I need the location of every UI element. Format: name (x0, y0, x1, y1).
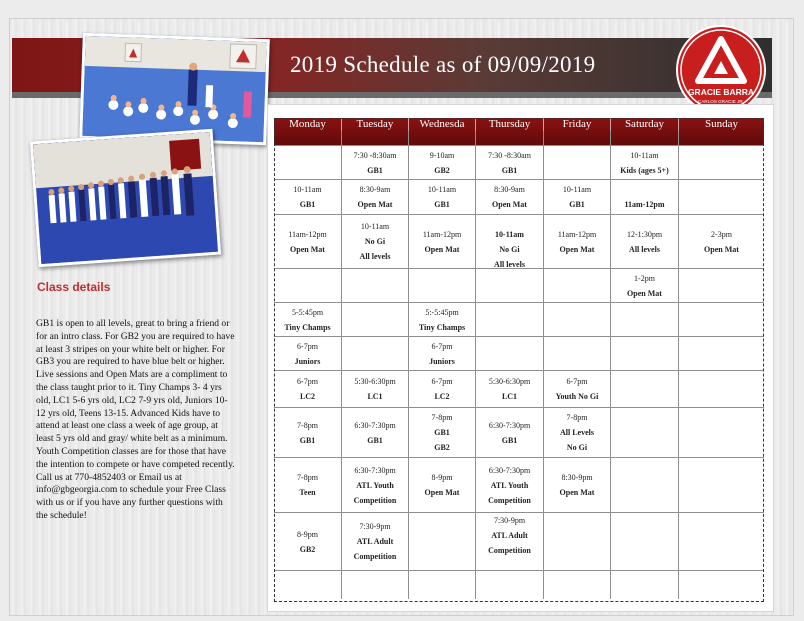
schedule-cell (274, 458, 342, 513)
schedule-cell (679, 571, 764, 599)
schedule-cell (679, 458, 764, 513)
schedule-cell (274, 303, 342, 337)
schedule-cell (342, 458, 409, 513)
class-name: Competition (488, 546, 531, 555)
class-time: 11am-12pm (288, 229, 327, 239)
class-time: 10-11am (562, 185, 592, 194)
class-time: 7-8pm (297, 420, 318, 430)
class-name: Teen (299, 488, 316, 497)
class-time: 6:30-7:30pm (354, 465, 396, 475)
class-name: All Levels (560, 428, 594, 437)
schedule-cell (679, 131, 764, 146)
class-name: Open Mat (559, 244, 595, 254)
class-time: 6:30-7:30pm (488, 420, 531, 430)
class-name: Open Mat (559, 488, 595, 497)
class-name: All levels (359, 252, 391, 261)
schedule-cell (679, 215, 764, 269)
day-header-saturday: Saturday (611, 118, 679, 131)
class-name: LC1 (501, 392, 518, 401)
schedule-cell (476, 269, 544, 303)
schedule-cell (409, 146, 476, 180)
class-name: Kids (ages 5+) (620, 165, 669, 175)
schedule-cell (409, 408, 476, 458)
class-time: 6-7pm (566, 377, 588, 386)
schedule-cell (544, 513, 611, 571)
schedule-cell (476, 215, 544, 269)
schedule-cell (611, 131, 679, 146)
class-time (509, 215, 511, 227)
class-name: Tiny Champs (284, 322, 331, 332)
schedule-cell (342, 513, 409, 571)
class-name: Competition (353, 495, 397, 505)
schedule-grid (274, 118, 764, 605)
class-name: GB1 (367, 435, 383, 445)
class-name: 10-11am (495, 229, 524, 239)
schedule-cell (342, 180, 409, 215)
schedule-cell (611, 571, 679, 599)
class-time: 6-7pm (297, 377, 318, 386)
class-time: 7:30-9pm (493, 516, 526, 525)
class-name: GB1 (299, 435, 316, 445)
schedule-cell (611, 458, 679, 513)
class-name: GB2 (434, 443, 450, 452)
class-name: No Gi (499, 244, 520, 254)
schedule-cell (342, 146, 409, 180)
class-time: 10-11am (427, 185, 457, 194)
schedule-cell (476, 337, 544, 371)
class-time: 8:30-9pm (561, 473, 593, 482)
kids-class-photo (79, 33, 270, 145)
schedule-cell (679, 269, 764, 303)
schedule-cell (544, 571, 611, 599)
schedule-cell (409, 458, 476, 513)
class-time: 10-11am (360, 222, 390, 231)
day-header-thursday: Thursday (476, 118, 544, 131)
schedule-cell (611, 215, 679, 269)
class-time: 5-5:45pm (291, 307, 324, 317)
schedule-cell (409, 269, 476, 303)
schedule-cell (476, 571, 544, 599)
class-name: All levels (494, 259, 525, 269)
class-name: All levels (629, 244, 660, 254)
schedule-cell (544, 215, 611, 269)
schedule-cell (611, 371, 679, 408)
schedule-cell (409, 337, 476, 371)
class-name: GB2 (434, 165, 450, 175)
class-time: 12-1:30pm (626, 229, 663, 239)
schedule-cell (274, 180, 342, 215)
schedule-cell (274, 269, 342, 303)
kids-class-image (82, 36, 266, 142)
class-name: GB1 (501, 435, 518, 445)
schedule-cell (611, 337, 679, 371)
schedule-cell (544, 180, 611, 215)
schedule-cell (274, 131, 342, 146)
schedule-cell (274, 371, 342, 408)
class-name: GB1 (501, 165, 518, 175)
class-name: Youth No Gi (555, 392, 599, 401)
schedule-cell (611, 513, 679, 571)
schedule-cell (476, 146, 544, 180)
schedule-cell (409, 513, 476, 571)
schedule-cell (679, 513, 764, 571)
class-name: Competition (353, 552, 397, 561)
schedule-cell (476, 180, 544, 215)
class-time: 6:30-7:30pm (354, 420, 396, 430)
class-time: 7:30-9pm (359, 522, 391, 531)
class-name: Open Mat (290, 244, 325, 254)
class-time: 6-7pm (431, 341, 453, 351)
schedule-cell (679, 180, 764, 215)
schedule-cell (476, 513, 544, 571)
class-name: ATL Youth (356, 480, 394, 490)
schedule-cell (544, 337, 611, 371)
class-name: Open Mat (357, 200, 393, 209)
class-time: 7:30 -8:30am (353, 150, 397, 160)
schedule-cell (274, 408, 342, 458)
schedule-cell (342, 371, 409, 408)
schedule-cell (544, 458, 611, 513)
schedule-cell (611, 303, 679, 337)
class-details-text (36, 318, 236, 523)
class-name: Juniors (429, 356, 455, 366)
class-name: LC2 (434, 392, 450, 401)
class-time: 8-9pm (431, 473, 453, 482)
schedule-cell (679, 303, 764, 337)
day-header-wednesda: Wednesda (409, 118, 476, 131)
gracie-barra-logo (676, 25, 766, 115)
class-name: GB1 (367, 165, 383, 175)
schedule-cell (342, 303, 409, 337)
schedule-cell (544, 371, 611, 408)
class-name: No Gi (566, 443, 588, 452)
class-time: 8:30-9am (359, 185, 391, 194)
class-time: 8-9pm (297, 529, 318, 539)
schedule-cell (274, 215, 342, 269)
class-name: LC2 (299, 392, 316, 401)
class-time (644, 182, 646, 197)
day-header-tuesday: Tuesday (342, 118, 409, 131)
schedule-cell (409, 571, 476, 599)
day-header-monday: Monday (274, 118, 342, 131)
schedule-cell (342, 269, 409, 303)
team-lineup-photo (30, 129, 221, 267)
schedule-cell (342, 215, 409, 269)
schedule-cell (476, 458, 544, 513)
class-time: 10-11am (293, 185, 322, 194)
class-time: 7-8pm (297, 473, 318, 482)
schedule-cell (409, 371, 476, 408)
class-time: 5:30-6:30pm (354, 377, 396, 386)
schedule-cell (476, 408, 544, 458)
schedule-cell (274, 571, 342, 599)
day-header-sunday: Sunday (705, 118, 738, 130)
class-details-contact: Call us at 770-4852403 or Email us at info@gbgeorgia.com to schedule your Free Class with us or if you have any further questions with the schedule! (36, 471, 226, 521)
class-time: 9-10am (429, 150, 455, 160)
team-lineup-image (33, 132, 218, 264)
class-time: 6-7pm (431, 377, 453, 386)
schedule-cell (679, 408, 764, 458)
schedule-cell (544, 146, 611, 180)
schedule-cell (611, 180, 679, 215)
schedule-cell (274, 513, 342, 571)
schedule-cell (409, 303, 476, 337)
class-name: Juniors (294, 356, 321, 366)
class-time: 11am-12pm (422, 229, 462, 239)
class-name: Open Mat (627, 288, 662, 298)
class-name: ATL Youth (490, 480, 529, 490)
class-name: Open Mat (424, 488, 460, 497)
class-name: ATL Adult (356, 537, 394, 546)
schedule-cell (544, 131, 611, 146)
schedule-cell (679, 371, 764, 408)
class-time: 8:30-9am (494, 185, 525, 194)
class-name: Competition (488, 495, 531, 505)
class-time: 11am-12pm (557, 229, 597, 239)
class-name: Tiny Champs (418, 322, 466, 332)
class-name: GB1 (434, 200, 450, 209)
class-name: LC1 (367, 392, 383, 401)
class-details-heading: Class details (37, 280, 111, 294)
class-name: GB2 (299, 544, 316, 554)
logo-brand-text: GRACIE BARRA (687, 87, 755, 97)
class-name: 11am-12pm (624, 200, 665, 209)
class-name: Open Mat (704, 244, 739, 254)
class-name: No Gi (364, 237, 386, 246)
schedule-cell (409, 215, 476, 269)
class-name: GB1 (299, 200, 316, 209)
class-name: Open Mat (492, 200, 527, 209)
schedule-cell (679, 337, 764, 371)
logo-sub-text: CARLOS GRACIE JR. (698, 99, 744, 104)
class-time: 6:30-7:30pm (488, 465, 531, 475)
schedule-cell (409, 131, 476, 146)
class-time: 7:30 -8:30am (488, 150, 531, 160)
class-time: 10-11am (630, 150, 659, 160)
page-title: 2019 Schedule as of 09/09/2019 (290, 52, 596, 77)
schedule-cell (476, 131, 544, 146)
schedule-cell (342, 408, 409, 458)
schedule-cell (544, 269, 611, 303)
schedule-cell (342, 571, 409, 599)
class-time: 7-8pm (566, 413, 588, 422)
class-name: Open Mat (424, 244, 460, 254)
class-time: 2-3pm (711, 229, 732, 239)
class-details-body: GB1 is open to all levels, great to bring a friend or for an intro class. For GB2 you are required to have at least 3 stripes on your white belt or higher. For GB3 you are required to have blue belt or higher. Live sessions and Open Mats are a compliment to the class taught prior to it. Tiny Champs 3- 4 yrs old, LC1 5-6 yrs old, LC2 7-9 yrs old, Juniors 10-12 yrs old, Teens 13-15. Advanced Kids have to attend at least one class a week of age group, at least 5 yrs old and gray/ white belt as a minimum. Youth Competition classes are for those that have the intention to compete or have competed recently. (36, 318, 235, 470)
class-time: 7-8pm (431, 413, 453, 422)
schedule-cell (544, 408, 611, 458)
class-time: 5:-5:45pm (425, 307, 459, 317)
schedule-cell (274, 337, 342, 371)
class-name: GB1 (569, 200, 585, 209)
class-time: 1-2pm (634, 273, 655, 283)
schedule-cell (679, 146, 764, 180)
schedule-cell (476, 371, 544, 408)
class-time: 6-7pm (297, 341, 318, 351)
schedule-cell (611, 408, 679, 458)
class-time: 5:30-6:30pm (488, 377, 531, 386)
class-name: GB1 (434, 428, 450, 437)
schedule-cell (342, 337, 409, 371)
class-name: ATL Adult (491, 531, 528, 540)
logo-emblem (676, 25, 766, 115)
schedule-cell (409, 180, 476, 215)
schedule-cell (611, 269, 679, 303)
schedule-cell (274, 146, 342, 180)
schedule-cell (611, 146, 679, 180)
day-header-friday: Friday (544, 118, 611, 131)
schedule-cell (342, 131, 409, 146)
schedule-cell (476, 303, 544, 337)
schedule-cell (544, 303, 611, 337)
